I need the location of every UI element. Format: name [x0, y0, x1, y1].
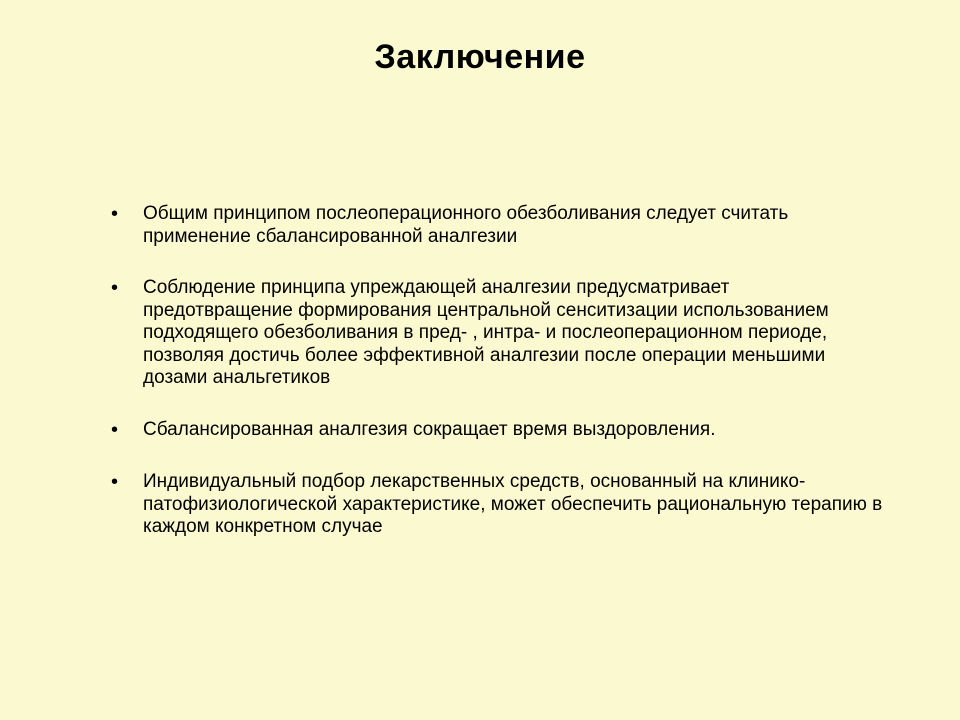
bullet-item	[0, 277, 883, 390]
bullet-dot-icon: •	[111, 277, 119, 299]
bullet-text: Общим принципом послеоперационного обезболивания следует считать применение сбалансированной аналгезии	[143, 203, 789, 247]
bullet-item	[0, 419, 883, 442]
bullet-dot-icon: •	[111, 418, 119, 441]
bullet-item	[0, 203, 883, 248]
bullet-dot-icon: •	[111, 471, 119, 493]
bullet-text: Сбалансированная аналгезия сокращает время выздоровления.	[143, 418, 716, 440]
bullet-text: Индивидуальный подбор лекарственных средств, основанный на клинико-патофизиологической характеристике, может обеспечить рациональную терапию в каждом конкретном случае	[143, 471, 883, 537]
bullet-list	[0, 198, 960, 539]
bullet-item	[0, 471, 883, 539]
bullet-text: Соблюдение принципа упреждающей аналгезии предусматривает предотвращение формирования центральной сенситизации использованием подходящего обезболивания в пред- , интра- и послеоперационном периоде, позволяя достичь более эффективной аналгезии после операции меньшими дозами анальгетиков	[143, 277, 829, 388]
bullet-dot-icon: •	[111, 203, 119, 225]
slide-title: Заключение	[374, 38, 586, 76]
